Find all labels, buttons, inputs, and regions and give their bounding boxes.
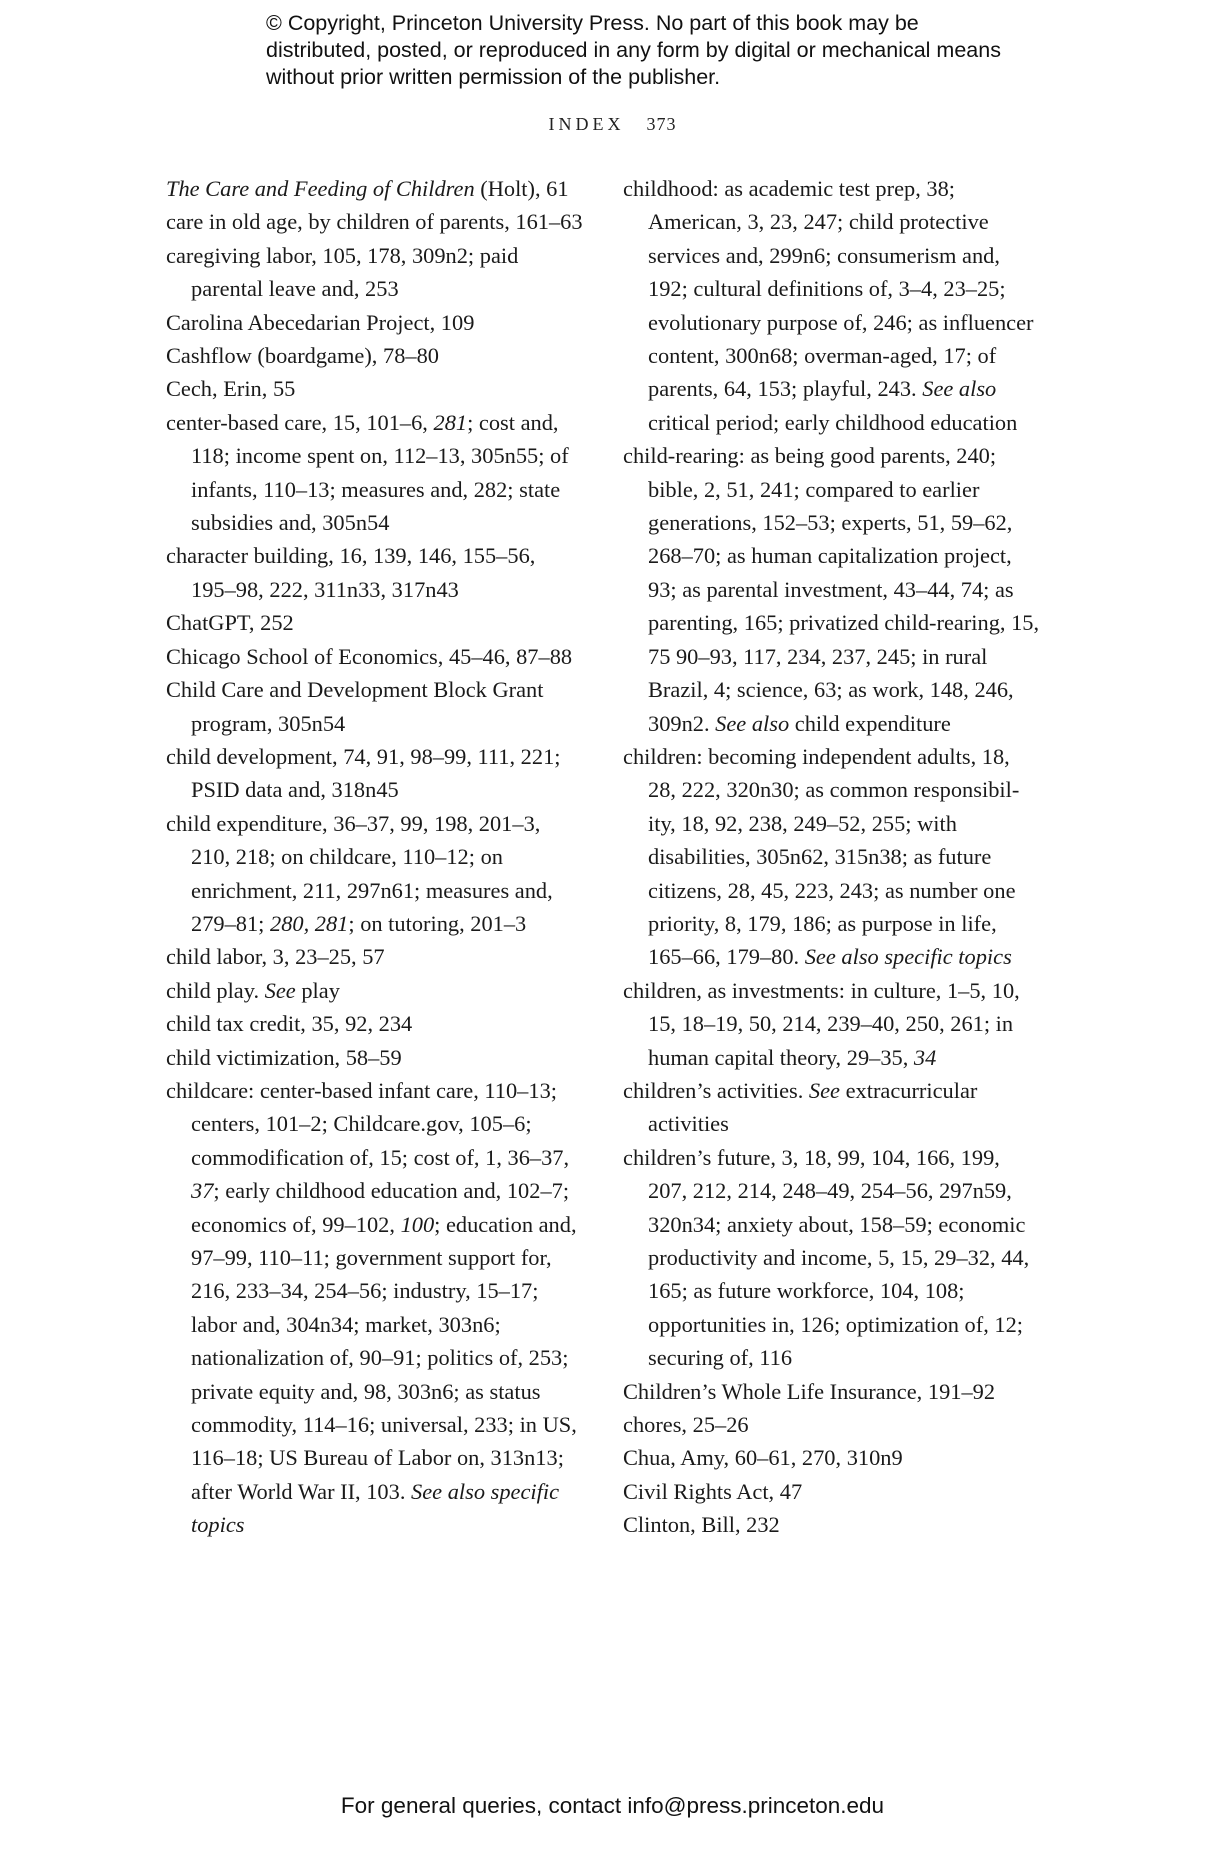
index-entry [166, 640, 584, 673]
index-entry [166, 740, 584, 807]
index-entry-text: chores, 25–26 [623, 1412, 749, 1438]
index-column-left [166, 172, 584, 1542]
index-entry [166, 1041, 584, 1074]
index-entry-italic-text: See also specific topics [191, 1478, 560, 1538]
footer-contact: For general queries, contact info@press.princeton.edu [340, 1793, 885, 1818]
page-number: 373 [646, 114, 677, 134]
index-entry-text: child tax credit, 35, 92, 234 [166, 1011, 413, 1037]
index-entry-text: character building, 16, 139, 146, 155–56, 195–98, 222, 311n33, 317n43 [166, 543, 536, 602]
index-entry-text: child labor, 3, 23–25, 57 [166, 944, 385, 970]
index-entry [166, 539, 584, 606]
index-entry [623, 1508, 1041, 1541]
running-head [0, 114, 1225, 135]
index-entry-italic-text: 37 [191, 1178, 214, 1204]
index-entry-text: Chua, Amy, 60–61, 270, 310n9 [623, 1445, 903, 1471]
index-entry-italic-text: 100 [400, 1211, 435, 1237]
index-entry [166, 239, 584, 306]
index-entry-text: Children’s Whole Life Insurance, 191–92 [623, 1378, 996, 1404]
index-entry [623, 1408, 1041, 1441]
index-entry-text: care in old age, by children of parents, 161–63 [166, 209, 583, 235]
index-entry [166, 339, 584, 372]
index-entry-text: child expenditure, 36–37, 99, 198, 201–3, 210, 218; on childcare, 110–12; on enrichment, 211, 297n61; measures and, 279–81; [166, 810, 553, 936]
index-entry-text: play [295, 977, 340, 1003]
index-entry-italic-text: 280, 281 [270, 910, 349, 936]
index-entry [166, 205, 584, 238]
index-entry-text: critical period; early childhood education [648, 409, 1018, 435]
index-entry [623, 1475, 1041, 1508]
index-entry-text: (Holt), 61 [474, 176, 569, 201]
index-entry-text: childhood: as academic test prep, 38; American, 3, 23, 247; child protective services and, 299n6; consumerism and, 192; cultural definitions of, 3–4, 23–25; evolutionary purpose of, 246; as influencer content, 300n68; overman-aged, 17; of parents, 64, 153; playful, 243. [623, 176, 1034, 402]
index-entry [166, 606, 584, 639]
index-entry-text: Cech, Erin, 55 [166, 376, 296, 402]
index-entry [166, 974, 584, 1007]
index-entry-italic-text: 34 [913, 1044, 937, 1070]
index-entry-text: Carolina Abecedarian Project, 109 [166, 309, 475, 335]
index-entry-text: extracurricular activities [648, 1077, 978, 1137]
index-entry [623, 1141, 1041, 1375]
index-entry-italic-text: See also [715, 710, 790, 736]
index-entry [166, 1074, 584, 1542]
index-entry [166, 673, 584, 740]
index-entry-italic-text: See [264, 977, 296, 1003]
index-entry [166, 940, 584, 973]
index-entry-italic-text: See [808, 1077, 840, 1103]
index-entry [623, 439, 1041, 740]
index-entry-text: Child Care and Development Block Grant program, 305n54 [166, 677, 544, 736]
index-entry-italic-text: See also specific topics [804, 944, 1012, 970]
index-entry-text: caregiving labor, 105, 178, 309n2; paid parental leave and, 253 [166, 242, 519, 302]
section-title: INDEX [548, 114, 625, 134]
index-entry-text: children, as investments: in culture, 1–5, 10, 15, 18–19, 50, 214, 239–40, 250, 261; in human capital theory, 29–35, [623, 977, 1020, 1070]
index-entry [166, 372, 584, 405]
index-entry [166, 172, 584, 205]
index-entry [623, 1074, 1041, 1141]
index-entry-text: ; cost and, 118; income spent on, 112–13, 305n55; of infants, 110–13; measures and, 282; state subsidies and, 305n54 [191, 409, 569, 536]
index-column-right [623, 172, 1041, 1542]
index-entry-text: child development, 74, 91, 98–99, 111, 221; PSID data and, 318n45 [166, 743, 561, 803]
index-entry-text: Civil Rights Act, 47 [623, 1478, 803, 1504]
index-entry-italic-text: 281 [433, 409, 468, 435]
index-entry [623, 974, 1041, 1074]
index-entry [166, 807, 584, 941]
index-entry-text: child play. [166, 977, 265, 1003]
index-entry-text: children’s activities. [623, 1077, 809, 1103]
index-entry-text: children: becoming independent adults, 18, 28, 222, 320n30; as common responsibil-ity, 18, 92, 238, 249–52, 255; with disabilities, 305n62, 315n38; as future citizens, 28, 45, 223, 243; as number one priority, 8, 179, 186; as purpose in life, 165–66, 179–80. [623, 743, 1020, 970]
index-entry-italic-text: The Care and Feeding of Children [166, 176, 475, 201]
index-entry-text: children’s future, 3, 18, 99, 104, 166, 199, 207, 212, 214, 248–49, 254–56, 297n59, 320n34; anxiety about, 158–59; economic productivity and income, 5, 15, 29–32, 44, 165; as future workforce, 104, 108; opportunities in, 126; optimization of, 12; securing of, 116 [623, 1144, 1030, 1371]
copyright-notice: © Copyright, Princeton University Press. No part of this book may be distributed, posted, or reproduced in any form by digital or mechanical means without prior written permission of the publisher. [266, 11, 1001, 89]
index-entry [623, 1441, 1041, 1474]
index-entry-text: ; early childhood education and, 102–7; economics of, 99–102, [191, 1178, 570, 1237]
index-entry-text: child victimization, 58–59 [166, 1044, 402, 1070]
index-entry-text: childcare: center-based infant care, 110–13; centers, 101–2; Childcare.gov, 105–6; commodification of, 15; cost of, 1, 36–37, [166, 1077, 570, 1170]
index-entry [166, 1007, 584, 1040]
index-entry-text: ; on tutoring, 201–3 [348, 910, 527, 936]
index-entry-italic-text: See also [922, 376, 997, 402]
index-entry-text: Chicago School of Economics, 45–46, 87–88 [166, 643, 573, 669]
index-entry [623, 1375, 1041, 1408]
index-entry-text: center-based care, 15, 101–6, [166, 409, 434, 435]
index-entry-text: child-rearing: as being good parents, 240; bible, 2, 51, 241; compared to earlier generations, 152–53; experts, 51, 59–62, 268–70; as human capitalization project, 93; as parental investment, 43–44, 74; as parenting, 165; privatized child-rearing, 15, 75 90–93, 117, 234, 237, 245; in rural Brazil, 4; science, 63; as work, 148, 246, 309n2. [623, 443, 1040, 736]
index-entry [623, 740, 1041, 974]
index-entry [623, 172, 1041, 439]
index-entry-text: child expenditure [789, 710, 951, 736]
index-entry [166, 406, 584, 540]
index-entry-text: ; education and, 97–99, 110–11; government support for, 216, 233–34, 254–56; industry, 15–17; labor and, 304n34; market, 303n6; nationalization of, 90–91; politics of, 253; private equity and, 98, 303n6; as status commodity, 114–16; universal, 233; in US, 116–18; US Bureau of Labor on, 313n13; after World War II, 103. [191, 1211, 577, 1504]
index-entry-text: Cashflow (boardgame), 78–80 [166, 343, 439, 369]
index-entry-text: Clinton, Bill, 232 [623, 1512, 780, 1538]
index-entry-text: ChatGPT, 252 [166, 610, 294, 636]
index-entry [166, 306, 584, 339]
